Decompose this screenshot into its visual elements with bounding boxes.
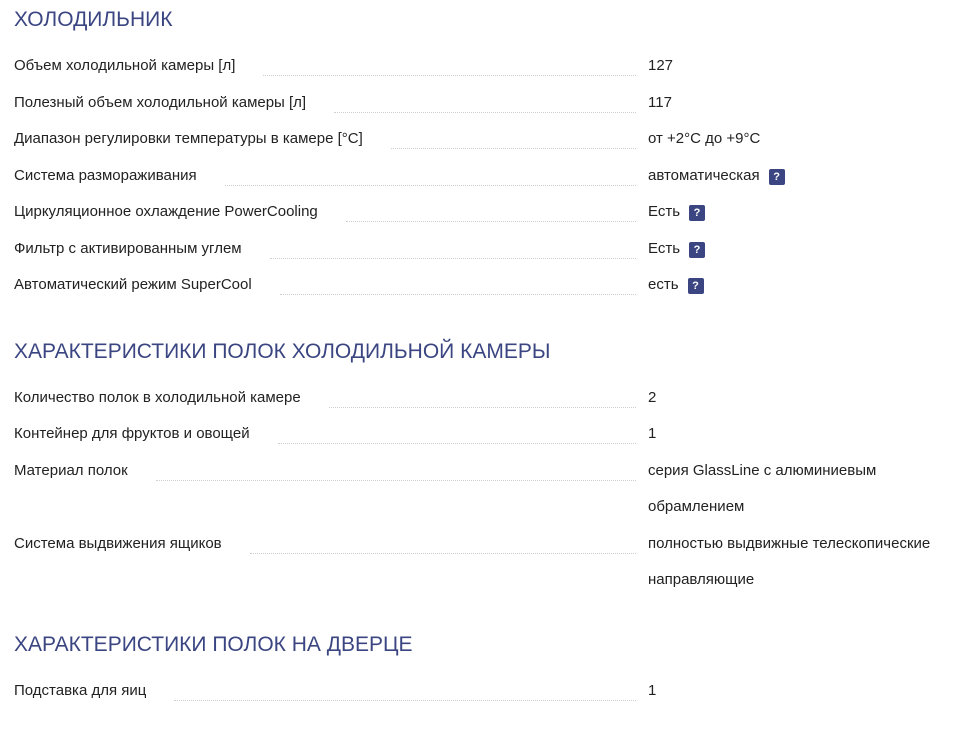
spec-row (14, 526, 964, 599)
spec-row (14, 231, 964, 268)
dotted-leader (371, 121, 636, 158)
spec-value: серия GlassLine с алюминиевым обрамлением (648, 461, 877, 515)
dotted-leader (250, 231, 636, 268)
dotted-leader (258, 416, 636, 453)
dotted-leader (230, 526, 636, 563)
spec-label: Фильтр с активированным углем (14, 231, 250, 268)
spec-label: Объем холодильной камеры [л] (14, 48, 243, 85)
spec-value: 1 (648, 681, 657, 699)
help-icon[interactable]: ? (769, 169, 785, 185)
spec-label: Контейнер для фруктов и овощей (14, 416, 258, 453)
spec-list-door-shelves (14, 673, 964, 710)
spec-row (14, 48, 964, 85)
section-title-door-shelves: ХАРАКТЕРИСТИКИ ПОЛОК НА ДВЕРЦЕ (14, 632, 413, 656)
spec-row (14, 673, 964, 710)
spec-value: 117 (648, 93, 672, 111)
spec-label: Количество полок в холодильной камере (14, 380, 309, 417)
spec-label: Циркуляционное охлаждение PowerCooling (14, 194, 326, 231)
section-title-fridge-shelves: ХАРАКТЕРИСТИКИ ПОЛОК ХОЛОДИЛЬНОЙ КАМЕРЫ (14, 339, 551, 363)
spec-row (14, 121, 964, 158)
spec-value: 127 (648, 57, 674, 74)
help-icon[interactable]: ? (688, 278, 704, 294)
spec-row (14, 416, 964, 453)
spec-label: Диапазон регулировки температуры в камере [°C] (14, 121, 371, 158)
spec-label: Автоматический режим SuperCool (14, 267, 260, 304)
spec-row (14, 267, 964, 304)
spec-value: 2 (648, 388, 657, 406)
dotted-leader (260, 267, 636, 304)
spec-row (14, 85, 964, 122)
spec-label: Система выдвижения ящиков (14, 526, 230, 563)
spec-row (14, 380, 964, 417)
spec-row (14, 453, 964, 526)
spec-value: есть (648, 276, 679, 293)
help-icon[interactable]: ? (689, 242, 705, 258)
spec-value: автоматическая (648, 166, 760, 184)
spec-value: Есть (648, 203, 681, 220)
spec-page (14, 0, 964, 709)
spec-label: Материал полок (14, 453, 136, 490)
spec-value: полностью выдвижные телескопические направляющие (648, 534, 931, 588)
dotted-leader (205, 158, 636, 195)
spec-list-refrigerator (14, 48, 964, 304)
section-title-refrigerator: ХОЛОДИЛЬНИК (14, 8, 173, 31)
help-icon[interactable]: ? (689, 205, 705, 221)
dotted-leader (326, 194, 636, 231)
spec-value: 1 (648, 425, 657, 442)
dotted-leader (243, 48, 636, 85)
dotted-leader (154, 673, 636, 710)
spec-list-fridge-shelves (14, 380, 964, 599)
spec-value: Есть (648, 239, 681, 257)
dotted-leader (136, 453, 636, 490)
spec-row (14, 158, 964, 195)
dotted-leader (314, 85, 636, 122)
spec-label: Система размораживания (14, 158, 205, 195)
spec-value: от +2°C до +9°C (648, 130, 761, 147)
spec-label: Подставка для яиц (14, 673, 154, 710)
dotted-leader (309, 380, 636, 417)
spec-label: Полезный объем холодильной камеры [л] (14, 85, 314, 122)
spec-row (14, 194, 964, 231)
